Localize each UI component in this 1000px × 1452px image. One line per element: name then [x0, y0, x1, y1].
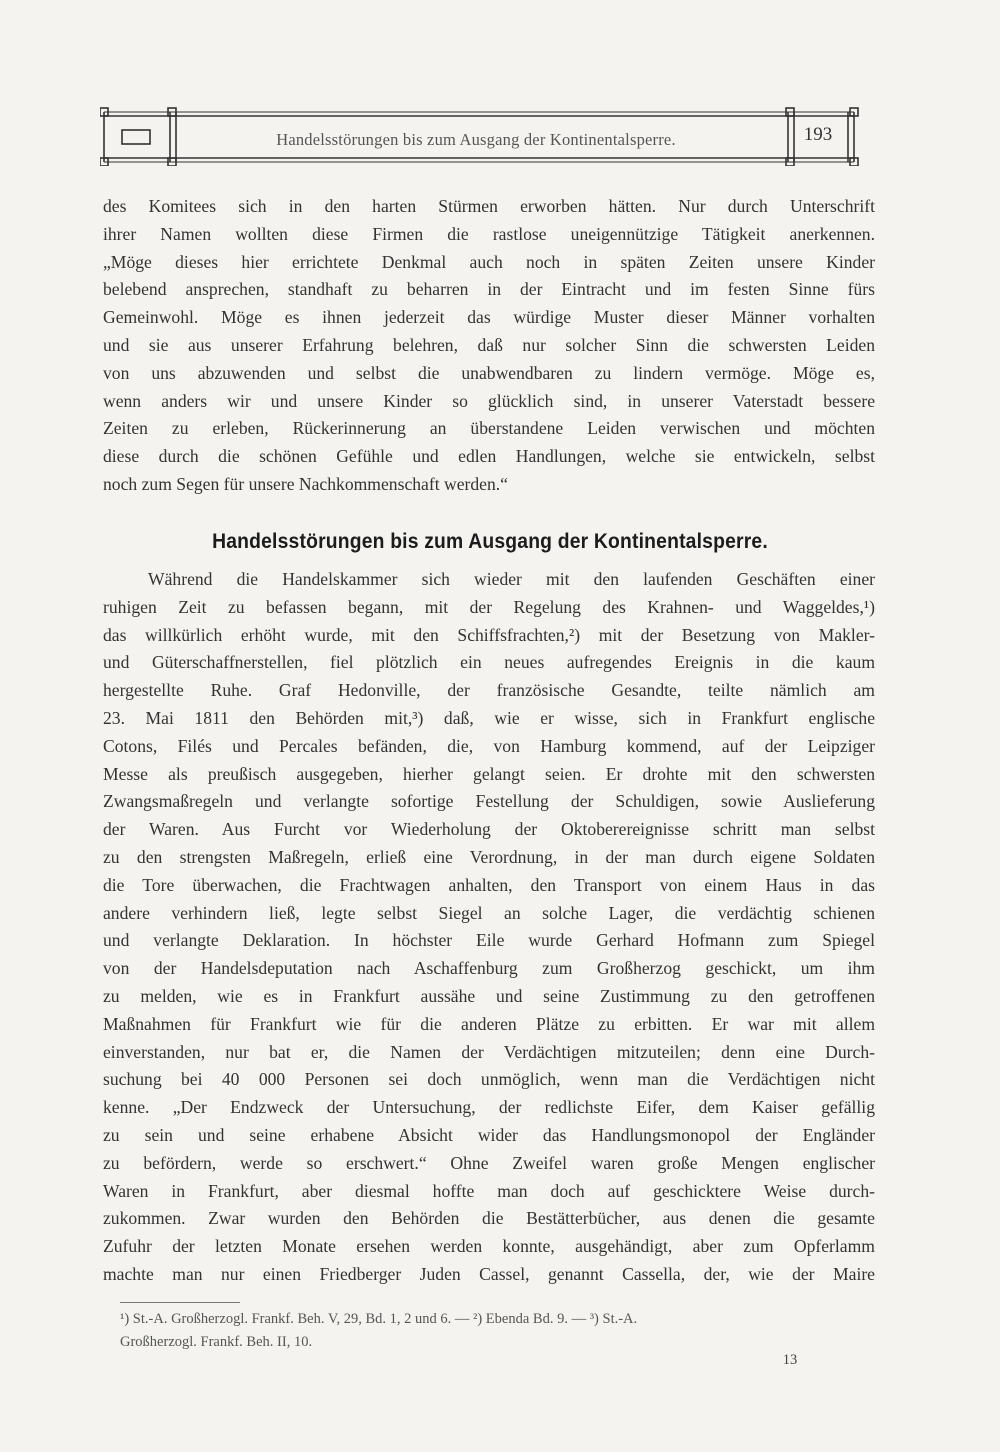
text-line: zu den strengsten Maßregeln, erließ eine Verordnung, in der man durch eigene Soldaten — [103, 846, 875, 867]
text-line: diese durch die schönen Gefühle und edlen Handlungen, welche sie entwickeln, selbst — [103, 446, 875, 467]
text-line: die Tore überwachen, die Frachtwagen anhalten, den Transport von einem Haus in das — [103, 874, 875, 895]
text-line: Während die Handelskammer sich wieder mit den laufenden Geschäften einer — [148, 569, 875, 589]
text-line: zu melden, wie es in Frankfurt aussähe und seine Zustimmung zu den getroffenen — [103, 985, 875, 1006]
text-line: Messe als preußisch ausgegeben, hierher gelangt seien. Er drohte mit den schwersten — [103, 763, 875, 784]
text-line: noch zum Segen für unsere Nachkommenschaft werden.“ — [103, 473, 508, 494]
text-line: zukommen. Zwar wurden den Behörden die Bestätterbücher, aus denen die gesamte — [103, 1208, 875, 1229]
text-line: Cotons, Filés und Percales befänden, die, von Hamburg kommend, auf der Leipziger — [103, 735, 875, 756]
text-line: 23. Mai 1811 den Behörden mit,³) daß, wie er wisse, sich in Frankfurt englische — [103, 707, 875, 728]
text-line: „Möge dieses hier errichtete Denkmal auch noch in späten Zeiten unsere Kinder — [103, 251, 875, 272]
text-line: hergestellte Ruhe. Graf Hedonville, der französische Gesandte, teilte nämlich am — [103, 680, 875, 701]
text-line: Zufuhr der letzten Monate ersehen werden konnte, ausgehändigt, aber zum Opferlamm — [103, 1236, 875, 1257]
footnotes — [120, 1308, 880, 1354]
footnote-line: ¹) St.-A. Großherzogl. Frankf. Beh. V, 29, Bd. 1, 2 und 6. — ²) Ebenda Bd. 9. — ³) St.-A. — [120, 1311, 638, 1327]
text-line: ihrer Namen wollten diese Firmen die rastlose uneigennützige Tätigkeit anerkennen. — [103, 223, 875, 244]
text-line: des Komitees sich in den harten Stürmen erworben hätten. Nur durch Unterschrift — [103, 196, 875, 216]
text-line: einverstanden, nur bat er, die Namen der Verdächtigen mitzuteilen; denn eine Durch- — [103, 1041, 875, 1062]
text-line: und Güterschaffnerstellen, fiel plötzlich ein neues aufregendes Ereignis in die kaum — [103, 652, 875, 673]
text-line: und verlangte Deklaration. In höchster Eile wurde Gerhard Hofmann zum Spiegel — [103, 930, 875, 951]
text-line: andere verhindern ließ, legte selbst Siegel an solche Lager, die verdächtig schienen — [103, 902, 875, 923]
running-title: Handelsstörungen bis zum Ausgang der Kontinentalsperre. — [276, 130, 676, 149]
paragraph-continuation — [103, 193, 875, 499]
text-line: von der Handelsdeputation nach Aschaffenburg zum Großherzog geschickt, um ihm — [103, 958, 875, 979]
text-line: Waren in Frankfurt, aber diesmal hoffte man doch auf geschicktere Weise durch- — [103, 1180, 875, 1201]
text-line: machte man nur einen Friedberger Juden Cassel, genannt Cassella, der, wie der Maire — [103, 1263, 875, 1284]
text-line: Zeiten zu erleben, Rückerinnerung an überstandene Leiden verwischen und möchten — [103, 418, 875, 439]
text-line: suchung bei 40 000 Personen sei doch unmöglich, wenn man die Verdächtigen nicht — [103, 1069, 875, 1090]
paragraph-main — [103, 566, 875, 1289]
text-line: der Waren. Aus Furcht vor Wiederholung der Oktoberereignisse schritt man selbst — [103, 819, 875, 840]
text-line: das willkürlich erhöht wurde, mit den Schiffsfrachten,²) mit der Besetzung von Makler- — [103, 624, 875, 645]
footnote-line: Großherzogl. Frankf. Beh. II, 10. — [120, 1334, 313, 1350]
text-line: ruhigen Zeit zu befassen begann, mit der Regelung des Krahnen- und Waggeldes,¹) — [103, 596, 875, 617]
text-line: Zwangsmaßregeln und verlangte sofortige Festellung der Schuldigen, sowie Auslieferung — [103, 791, 875, 812]
text-line: und sie aus unserer Erfahrung belehren, daß nur solcher Sinn die schwersten Leiden — [103, 334, 875, 355]
footnote-divider — [120, 1302, 240, 1303]
text-line: zu sein und seine erhabene Absicht wider das Handlungsmonopol der Engländer — [103, 1124, 875, 1145]
page-number: 193 — [803, 124, 833, 145]
section-heading: Handelsstörungen bis zum Ausgang der Kontinentalsperre. — [212, 530, 768, 553]
text-line: Maßnahmen für Frankfurt wie für die anderen Plätze zu erbitten. Er war mit allem — [103, 1013, 875, 1034]
text-line: kenne. „Der Endzweck der Untersuchung, der redlichste Eifer, dem Kaiser gefällig — [103, 1097, 875, 1118]
running-header — [100, 106, 860, 166]
signature-mark: 13 — [782, 1352, 798, 1368]
text-line: Gemeinwohl. Möge es ihnen jederzeit das würdige Muster dieser Männer vorhalten — [103, 307, 875, 328]
text-line: belebend ansprechen, standhaft zu beharren in der Eintracht und im festen Sinne fürs — [103, 279, 875, 300]
text-line: von uns abzuwenden und selbst die unabwendbaren zu lindern vermöge. Möge es, — [103, 362, 875, 383]
text-line: wenn anders wir und unsere Kinder so glücklich sind, in unserer Vaterstadt bessere — [103, 390, 875, 411]
text-line: zu befördern, werde so erschwert.“ Ohne Zweifel waren große Mengen englischer — [103, 1152, 875, 1173]
